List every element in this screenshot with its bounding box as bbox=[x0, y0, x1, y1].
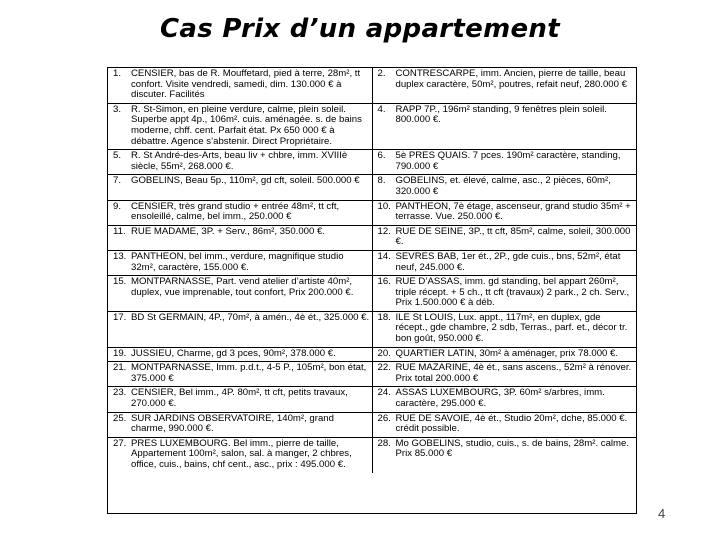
listing-cell bbox=[108, 276, 372, 312]
listing-entry bbox=[373, 439, 637, 460]
listing-cell bbox=[372, 150, 636, 175]
listing-entry bbox=[373, 176, 637, 197]
listing-cell bbox=[372, 103, 636, 149]
table-row bbox=[108, 68, 636, 103]
listing-cell bbox=[108, 200, 372, 225]
listing-number: 13. bbox=[113, 250, 127, 262]
listing-number: 11. bbox=[113, 225, 126, 237]
listing-text: Mo GOBELINS, studio, cuis., s. de bains, 28m². calme. Prix 85.000 € bbox=[395, 437, 630, 460]
table-row bbox=[108, 387, 636, 412]
table-row bbox=[108, 347, 636, 362]
listing-cell bbox=[108, 362, 372, 387]
listing-entry bbox=[108, 227, 372, 238]
listing-number: 5. bbox=[113, 150, 122, 162]
listing-number: 23. bbox=[113, 387, 127, 399]
listing-entry bbox=[108, 439, 372, 471]
listing-cell bbox=[108, 311, 372, 347]
listing-text: CONTRESCARPE, imm. Ancien, pierre de taille, beau duplex caractère, 50m², poutres, refait neuf, 280.000 € bbox=[395, 68, 627, 90]
listing-text: GOBELINS, Beau 5p., 110m², gd cft, soleil. 500.000 € bbox=[131, 175, 360, 187]
listing-number: 17. bbox=[113, 311, 127, 323]
listing-text: ILE St LOUIS, Lux. appt., 117m², en duplex, gde récept., gde chambre, 2 sdb, Terras., parf. et., décor tr. bon goût, 950.000 €. bbox=[395, 311, 628, 345]
listing-entry bbox=[108, 252, 372, 273]
listing-entry bbox=[108, 69, 372, 101]
listing-number: 2. bbox=[377, 68, 386, 79]
listing-text: R. St André-des-Arts, beau liv + chbre, imm. XVIIIè siècle, 55m², 268.000 €. bbox=[131, 150, 348, 172]
listing-text: RUE DE SAVOIE, 4è ét., Studio 20m², dche, 85.000 €. crédit possible. bbox=[395, 412, 628, 435]
listing-text: RUE DE SEINE, 3P., tt cft, 85m², calme, soleil, 300.000 €. bbox=[395, 225, 631, 248]
listing-entry bbox=[108, 313, 372, 324]
table-row bbox=[108, 412, 636, 437]
listing-text: QUARTIER LATIN, 30m² à aménager, prix 78.000 €. bbox=[395, 347, 619, 359]
listing-number: 9. bbox=[113, 200, 122, 212]
listing-number: 7. bbox=[113, 175, 122, 187]
listing-number: 27. bbox=[113, 437, 127, 449]
table-row bbox=[108, 103, 636, 149]
listing-entry bbox=[373, 388, 637, 409]
table-row bbox=[108, 276, 636, 312]
listing-cell bbox=[372, 437, 636, 472]
listing-cell bbox=[372, 68, 636, 103]
listing-text: RUE MAZARINE, 4è ét., sans ascens., 52m² à rénover. Prix total 200.000 € bbox=[395, 362, 632, 384]
listing-number: 20. bbox=[377, 347, 391, 359]
listing-number: 26. bbox=[377, 412, 391, 424]
listing-text: RUE MADAME, 3P. + Serv., 86m², 350.000 €. bbox=[131, 225, 326, 237]
listing-entry bbox=[108, 414, 372, 435]
table-row bbox=[108, 362, 636, 387]
listing-text: MONTPARNASSE, Imm. p.d.t., 4-5 P., 105m², bon état, 375.000 € bbox=[131, 362, 367, 384]
listing-entry bbox=[108, 151, 372, 172]
listing-number: 1. bbox=[113, 68, 122, 79]
listing-number: 22. bbox=[377, 362, 391, 374]
listing-text: PRES LUXEMBOURG. Bel imm., pierre de taille, Appartement 100m², salon, sal. à manger, 2 chbres, office, cuis., bains, chf cent., asc., prix : 495.000 €. bbox=[131, 437, 352, 470]
listings-grid bbox=[108, 68, 636, 473]
listing-number: 4. bbox=[377, 103, 386, 115]
listing-number: 16. bbox=[377, 276, 391, 288]
listing-entry bbox=[108, 349, 372, 360]
table-row bbox=[108, 150, 636, 175]
listing-entry bbox=[373, 151, 637, 172]
listing-cell bbox=[108, 412, 372, 437]
listings-table bbox=[107, 67, 637, 514]
table-row bbox=[108, 200, 636, 225]
listing-text: GOBELINS, et. élevé, calme, asc., 2 pièces, 60m², 320.000 € bbox=[395, 175, 611, 197]
listing-number: 10. bbox=[377, 200, 391, 212]
listing-number: 25. bbox=[113, 412, 127, 424]
listing-cell bbox=[372, 276, 636, 312]
listing-text: MONTPARNASSE, Part. vend atelier d’artiste 40m², duplex, vue imprenable, tout confort, Prix 200.000 €. bbox=[131, 276, 354, 298]
slide-title: Cas Prix d’un appartement bbox=[160, 14, 560, 44]
listing-number: 18. bbox=[377, 311, 391, 323]
listing-text: PANTHEON, bel imm., verdure, magnifique studio 32m², caractère, 155.000 €. bbox=[131, 250, 344, 273]
listing-entry bbox=[108, 277, 372, 298]
listing-cell bbox=[108, 250, 372, 275]
table-row bbox=[108, 225, 636, 250]
page-number: 4 bbox=[658, 506, 666, 521]
listing-cell bbox=[372, 175, 636, 200]
listing-cell bbox=[372, 200, 636, 225]
table-row bbox=[108, 311, 636, 347]
listing-number: 28. bbox=[377, 437, 391, 449]
listing-number: 8. bbox=[377, 175, 386, 187]
table-row bbox=[108, 175, 636, 200]
listing-cell bbox=[108, 387, 372, 412]
listing-text: 5è PRES QUAIS. 7 pces. 190m² caractère, standing, 790.000 € bbox=[395, 150, 621, 172]
listing-cell bbox=[372, 362, 636, 387]
listing-entry bbox=[373, 252, 637, 273]
table-row bbox=[108, 250, 636, 275]
listing-cell bbox=[372, 347, 636, 362]
listing-text: ASSAS LUXEMBOURG, 3P. 60m² s/arbres, imm. caractère, 295.000 €. bbox=[395, 387, 605, 410]
listing-number: 3. bbox=[113, 103, 122, 115]
listing-entry bbox=[108, 363, 372, 384]
listing-text: BD St GERMAIN, 4P., 70m², à amén., 4è ét., 325.000 €. bbox=[131, 311, 370, 323]
listing-number: 19. bbox=[113, 347, 127, 359]
listing-number: 24. bbox=[377, 387, 391, 399]
listing-text: RUE D’ASSAS, imm. gd standing, bel appart 260m², triple récept. + 5 ch., tt cft (travaux) 2 park., 2 ch. Serv., Prix 1.500.000 € à déb. bbox=[395, 276, 630, 309]
listing-entry bbox=[373, 313, 637, 345]
listing-cell bbox=[108, 68, 372, 103]
listing-entry bbox=[108, 202, 372, 223]
listing-text: CENSIER, Bel imm., 4P. 80m², tt cft, petits travaux, 270.000 €. bbox=[131, 387, 348, 410]
listing-entry bbox=[108, 176, 372, 187]
listing-entry bbox=[373, 202, 637, 223]
listing-cell bbox=[108, 437, 372, 472]
listing-cell bbox=[372, 250, 636, 275]
listing-cell bbox=[372, 311, 636, 347]
listing-cell bbox=[372, 387, 636, 412]
listing-entry bbox=[373, 105, 637, 126]
listing-cell bbox=[372, 225, 636, 250]
listing-cell bbox=[108, 225, 372, 250]
listing-entry bbox=[373, 277, 637, 309]
listing-entry bbox=[373, 414, 637, 435]
listing-cell bbox=[108, 150, 372, 175]
listing-entry bbox=[108, 388, 372, 409]
listing-entry bbox=[373, 227, 637, 248]
listing-text: RAPP 7P., 196m² standing, 9 fenêtres plein soleil. 800.000 €. bbox=[395, 103, 607, 126]
listing-text: SUR JARDINS OBSERVATOIRE, 140m², grand charme, 990.000 €. bbox=[131, 412, 334, 435]
listing-entry bbox=[108, 105, 372, 147]
table-row bbox=[108, 437, 636, 472]
listing-cell bbox=[108, 347, 372, 362]
listing-entry bbox=[373, 69, 637, 90]
listing-text: JUSSIEU, Charme, gd 3 pces, 90m², 378.000 €. bbox=[131, 347, 336, 359]
listing-number: 12. bbox=[377, 225, 391, 237]
listing-number: 21. bbox=[113, 362, 127, 374]
listing-number: 14. bbox=[377, 250, 391, 262]
listing-cell bbox=[372, 412, 636, 437]
listing-number: 6. bbox=[377, 150, 386, 162]
listing-text: CENSIER, bas de R. Mouffetard, pied à terre, 28m², tt confort. Visite vendredi, samedi, dim. 130.000 € à discuter. Facilités bbox=[131, 68, 361, 101]
listing-text: SEVRES BAB, 1er ét., 2P., gde cuis., bns, 52m², état neuf, 245.000 €. bbox=[395, 250, 621, 273]
listing-text: CENSIER, très grand studio + entrée 48m², tt cft, ensoleillé, calme, bel imm., 250.000 € bbox=[131, 200, 340, 223]
listing-entry bbox=[373, 363, 637, 384]
listing-cell bbox=[108, 103, 372, 149]
listing-text: R. St-Simon, en pleine verdure, calme, plein soleil. Superbe appt 4p., 106m². cuis. aménagée. s. de bains moderne, chff. cent. Parfait état. Px 650 000 € à débattre. Agence s’abstenir. Direct Propriétaire. bbox=[131, 103, 362, 147]
listing-text: PANTHEON, 7è étage, ascenseur, grand studio 35m² + terrasse. Vue. 250.000 €. bbox=[395, 200, 631, 223]
listing-number: 15. bbox=[113, 276, 127, 288]
listing-entry bbox=[373, 349, 637, 360]
listing-cell bbox=[108, 175, 372, 200]
